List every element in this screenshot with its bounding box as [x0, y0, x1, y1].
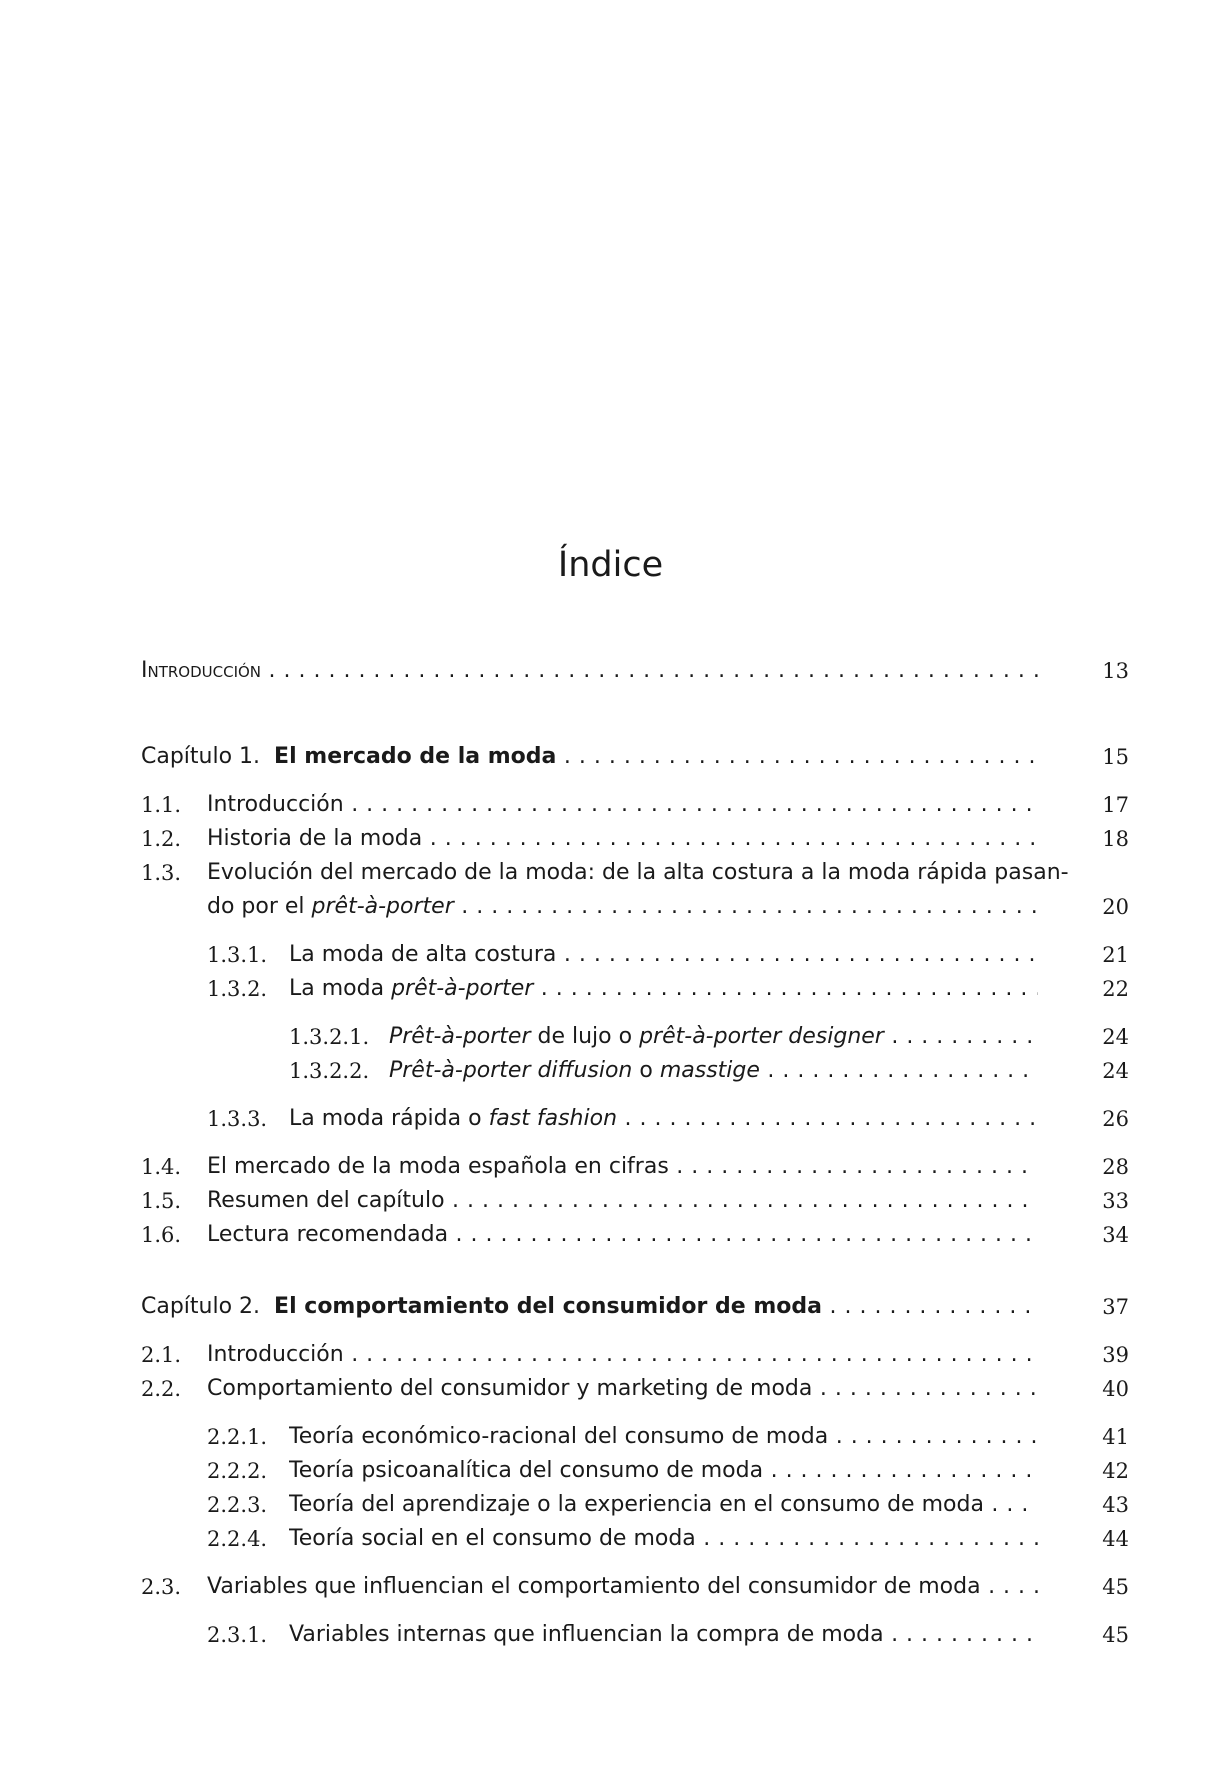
toc-entry-label: Variables internas que influencian la compra de moda . . . [289, 1618, 1038, 1652]
toc-entry-number: 1.3. [141, 861, 182, 885]
label-part-italic: prêt-à-porter [311, 894, 454, 919]
toc-page-number: 13 [1102, 659, 1129, 683]
toc-entry-label: Teoría económico-racional del consumo de moda . . . [289, 1420, 1038, 1454]
toc-page-number: 24 [1102, 1059, 1129, 1083]
toc-page-number: 21 [1102, 943, 1129, 967]
label-part-italic: masstige [659, 1058, 760, 1083]
toc-entry-number: 2.2.3. [207, 1493, 268, 1517]
toc-entry-1-6 [141, 1218, 1129, 1252]
toc-entry-number: 2.2.4. [207, 1527, 268, 1551]
chapter-prefix: Capítulo 1. [141, 744, 261, 769]
label-part: o [632, 1058, 660, 1083]
label-part: La moda rápida o [289, 1106, 489, 1131]
toc-entry-1-3-2-2 [141, 1054, 1129, 1088]
toc-entry-number: 1.5. [141, 1189, 182, 1213]
toc-entry-number: 1.3.2.1. [289, 1025, 370, 1049]
toc-entry-label-cont [207, 890, 1038, 924]
toc-entry-number: 2.2. [141, 1377, 182, 1401]
toc-entry-label: Introducción . . . [207, 1338, 1038, 1372]
toc-entry-2-2-4 [141, 1522, 1129, 1556]
label-part-italic: prêt-à-porter [391, 976, 534, 1001]
toc-chapter-heading [141, 1290, 1038, 1324]
toc-entry-2-3 [141, 1570, 1129, 1604]
toc-page-number: 37 [1102, 1295, 1129, 1319]
toc-page-number: 15 [1102, 745, 1129, 769]
toc-entry-label: Resumen del capítulo . . . [207, 1184, 1038, 1218]
toc-entry-number: 1.3.1. [207, 943, 268, 967]
chapter-prefix: Capítulo 2. [141, 1294, 261, 1319]
toc-entry-1-3-first-line [141, 856, 1107, 890]
label-part: de lujo o [530, 1024, 640, 1049]
toc-entry-introduccion [141, 654, 1129, 688]
toc-page-number: 24 [1102, 1025, 1129, 1049]
toc-entry-1-4 [141, 1150, 1129, 1184]
toc-entry-2-2 [141, 1372, 1129, 1406]
toc-page-number: 40 [1102, 1377, 1129, 1401]
toc-entry-label: Teoría social en el consumo de moda . . . [289, 1522, 1038, 1556]
toc-entry-number: 2.2.1. [207, 1425, 268, 1449]
toc-entry-label: El mercado de la moda española en cifras . . . [207, 1150, 1038, 1184]
toc-entry-1-3 [141, 890, 1129, 924]
chapter-title: El mercado de la moda [274, 744, 557, 769]
toc-entry-number: 1.3.2.2. [289, 1059, 370, 1083]
toc-entry-2-2-1 [141, 1420, 1129, 1454]
toc-entry-number: 2.3.1. [207, 1623, 268, 1647]
toc-entry-2-2-2 [141, 1454, 1129, 1488]
toc-chapter-1 [141, 740, 1129, 774]
toc-page-number: 26 [1102, 1107, 1129, 1131]
page-title: Índice [557, 545, 664, 586]
toc-entry-label: Lectura recomendada . . . [207, 1218, 1038, 1252]
toc-entry-number: 1.3.2. [207, 977, 268, 1001]
chapter-title: El comportamiento del consumidor de moda [274, 1294, 823, 1319]
toc-entry-label: Teoría del aprendizaje o la experiencia en el consumo de moda . . . [289, 1488, 1038, 1522]
toc-entry-number: 1.1. [141, 793, 182, 817]
toc-page-number: 42 [1102, 1459, 1129, 1483]
toc-chapter-2 [141, 1290, 1129, 1324]
toc-entry-1-5 [141, 1184, 1129, 1218]
toc-entry-label: Introducción . . . [207, 788, 1038, 822]
toc-entry-number: 2.3. [141, 1575, 182, 1599]
label-part-italic: Prêt-à-porter [389, 1024, 531, 1049]
toc-entry-1-3-2-1 [141, 1020, 1129, 1054]
toc-chapter-heading [141, 740, 1038, 774]
toc-entry-1-3-3 [141, 1102, 1129, 1136]
toc-entry-label [289, 972, 1038, 1006]
toc-page-number: 22 [1102, 977, 1129, 1001]
toc-entry-number: 2.1. [141, 1343, 182, 1367]
toc-page-number: 39 [1102, 1343, 1129, 1367]
label-part-italic: fast fashion [488, 1106, 618, 1131]
toc-entry-label: Evolución del mercado de la moda: de la alta costura a la moda rápida pasan- [207, 860, 1069, 885]
toc-entry-number: 1.2. [141, 827, 182, 851]
toc-entry-2-2-3 [141, 1488, 1129, 1522]
toc-entry-label: Historia de la moda . . . [207, 822, 1038, 856]
label-part-italic: Prêt-à-porter diffusion [389, 1058, 633, 1083]
toc-entry-label [389, 1020, 1038, 1054]
toc-page-number: 28 [1102, 1155, 1129, 1179]
toc-entry-2-3-1 [141, 1618, 1129, 1652]
label-part: do por el [207, 894, 312, 919]
toc-entry-label [289, 1102, 1038, 1136]
toc-page-number: 45 [1102, 1575, 1129, 1599]
toc-entry-number: 1.6. [141, 1223, 182, 1247]
toc-entry-2-1 [141, 1338, 1129, 1372]
toc-entry-label: Comportamiento del consumidor y marketing de moda . . . [207, 1372, 1038, 1406]
toc-entry-1-3-1 [141, 938, 1129, 972]
toc-entry-label [389, 1054, 1038, 1088]
toc-entry-1-3-2 [141, 972, 1129, 1006]
toc-entry-number: 1.4. [141, 1155, 182, 1179]
toc-entry-label: Introducción . . . [141, 654, 1038, 688]
toc-entry-number: 2.2.2. [207, 1459, 268, 1483]
toc-entry-label: Teoría psicoanalítica del consumo de moda . . . [289, 1454, 1038, 1488]
toc-page-number: 18 [1102, 827, 1129, 851]
toc-entry-label: La moda de alta costura . . . [289, 938, 1038, 972]
toc-page-number: 20 [1102, 895, 1129, 919]
toc-page-number: 33 [1102, 1189, 1129, 1213]
toc-page-number: 34 [1102, 1223, 1129, 1247]
toc-page-number: 45 [1102, 1623, 1129, 1647]
toc-page-number: 17 [1102, 793, 1129, 817]
toc-page-number: 44 [1102, 1527, 1129, 1551]
label-part: La moda [289, 976, 392, 1001]
toc-entry-1-2 [141, 822, 1129, 856]
toc-page-number: 41 [1102, 1425, 1129, 1449]
toc-entry-number: 1.3.3. [207, 1107, 268, 1131]
label-part-italic: prêt-à-porter designer [639, 1024, 884, 1049]
toc-page-number: 43 [1102, 1493, 1129, 1517]
toc-entry-label: Variables que influencian el comportamiento del consumidor de moda . . . [207, 1570, 1038, 1604]
toc-entry-1-1 [141, 788, 1129, 822]
